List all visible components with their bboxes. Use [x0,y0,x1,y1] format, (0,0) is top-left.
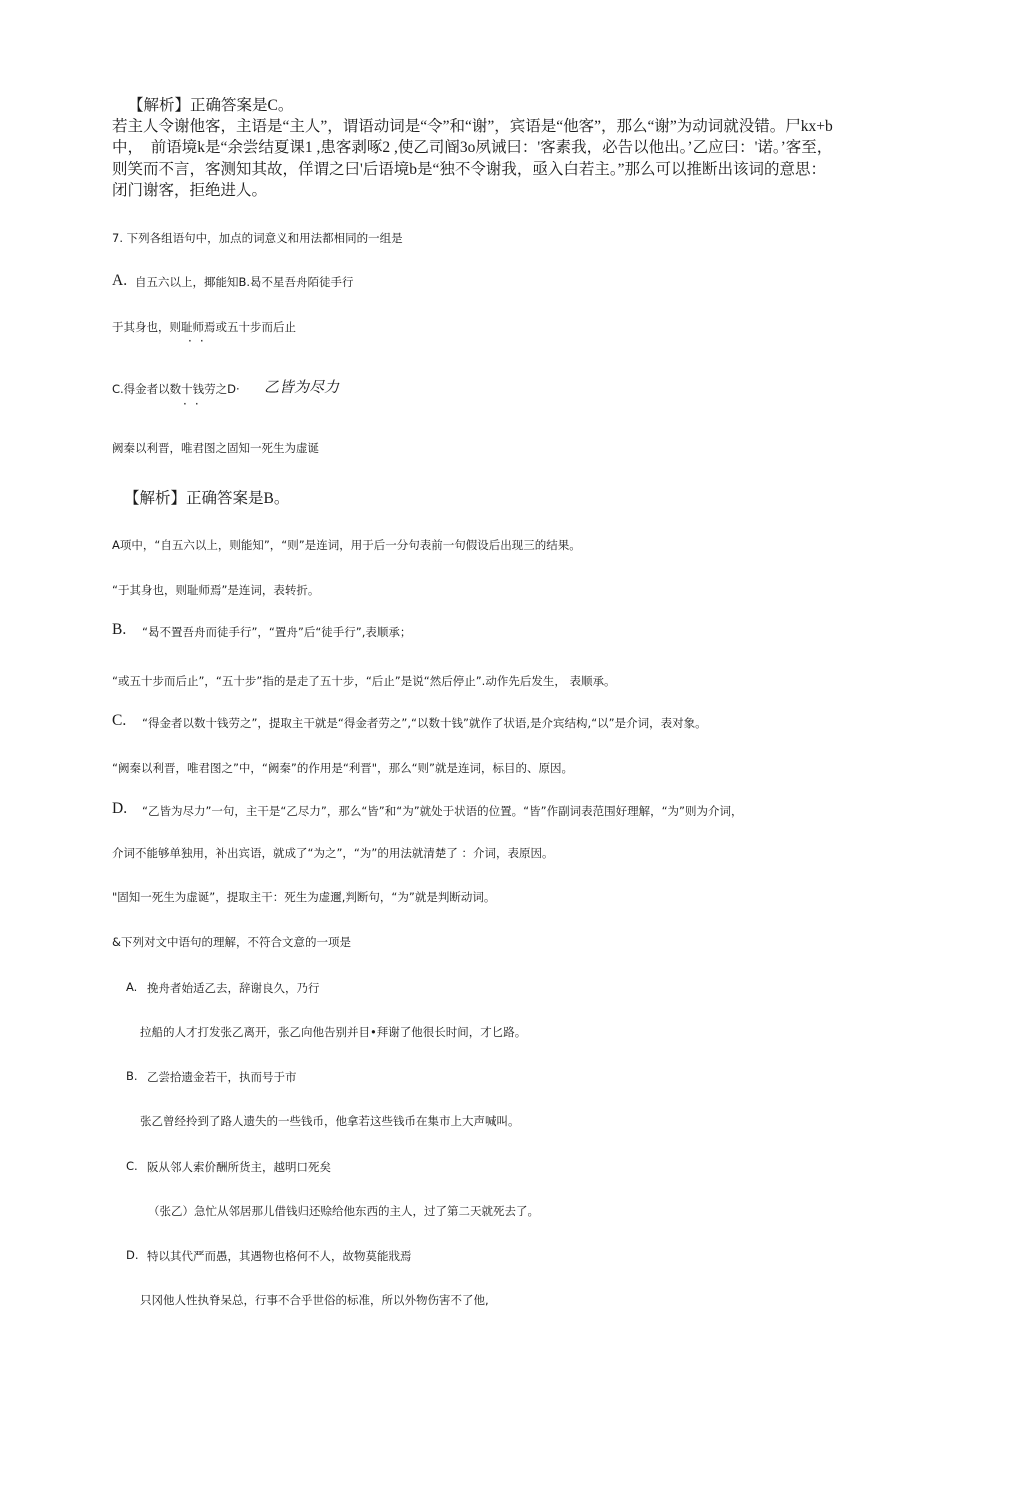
analysis-line: 中， 前语境k是“余尝结夏课1 ,患客剥啄2 ,使乙司阍3o夙诫曰：'客素我，必告以他出。’乙应曰：'诺。’客至， [112,139,833,156]
analysis-paragraph: “阙秦以利晋，唯君图之”中，“阙秦”的作用是“利晋"，那么“则”就是连词，标目的、原因。 [112,761,573,775]
option-text: C.得金者以数十钱劳之D· [112,382,240,396]
option-text: 特以其代严而愚，其遇物也格何不人，故物莫能戕焉 [147,1249,412,1263]
option-explanation: （张乙）急忙从邻居那儿借钱归还赊给他东西的主人，过了第二天就死去了。 [148,1204,539,1218]
question-stem: &下列对文中语句的理解，不符合文意的一项是 [112,935,351,949]
option-label: C. [126,1159,138,1173]
option-explanation: 拉船的人才打发张乙离开，张乙向他告别并目•拜谢了他很长时间，才匕路。 [140,1025,527,1039]
analysis-paragraph: A项中，“自五六以上，则能知”，“则”是连词，用于后一分句表前一句假设后出现三的结果。 [112,538,581,552]
analysis-paragraph: “得金者以数十钱劳之”，提取主干就是“得金者劳之”,“以数十钱”就作了状语,是介宾结构,“以”是介词，表对象。 [142,716,707,730]
analysis-paragraph: “乙皆为尽力”一句，主干是“乙尽力”，那么“皆”和“为”就处于状语的位置。“皆”作副词表范围好理解，“为”则为介词， [142,804,743,818]
option-text: 阙秦以利晋，唯君图之固知一死生为虚诞 [112,441,319,455]
analysis-heading: 【解析】正确答案是B。 [124,490,290,507]
option-label: D. [112,800,128,817]
analysis-paragraph: “或五十步而后止”，“五十步”指的是走了五十步，“后止”是说“然后停止”.动作先后发生， 表顺承。 [112,674,616,688]
analysis-paragraph: “于其身也，则耻师焉”是连词，表转折。 [112,583,320,597]
option-label: D. [126,1248,139,1262]
option-text: 自五六以上，揶能知B.曷不星吾舟陌徒手行 [135,275,354,289]
option-explanation: 张乙曾经拎到了路人遗失的一些钱币，他拿若这些钱币在集市上大声喊叫。 [140,1114,520,1128]
option-text-italic: 乙皆为尽力 [264,378,340,396]
option-label: B. [126,1069,138,1083]
option-text: 阪从邻人索价酬所货主，越明口死矣 [147,1160,331,1174]
emphasis-dots: ·· [183,397,207,411]
emphasis-dots: ·· [188,334,212,348]
option-label: A. [112,272,128,289]
analysis-line: 闭门谢客，拒绝进人。 [112,182,268,199]
analysis-paragraph: "固知一死生为虚诞”，提取主干：死生为虚邇,判断句，“为”就是判断动词。 [112,890,496,904]
analysis-line: 则笑而不言，客测知其故，佯谓之曰'后语境b是“独不令谢我，亟入白若主。”那么可以推断出该词的意思： [112,161,827,178]
question-stem: 7. 下列各组语句中，加点的词意义和用法都相同的一组是 [112,231,403,245]
analysis-line: 若主人令谢他客，主语是“主人”，谓语动词是“令”和“谢”，宾语是“他客”，那么“谢”为动词就没错。尸kx+b [112,118,833,135]
option-label: C. [112,712,127,729]
analysis-paragraph: 介词不能够单独用，补出宾语，就成了“为之”，“为”的用法就清楚了 ：介词，表原因。 [112,846,554,860]
option-label: A. [126,980,138,994]
analysis-paragraph: “曷不置吾舟而徒手行”，“置舟”后“徒手行”,表顺承； [142,625,412,639]
option-text: 于其身也，则耻师焉或五十步而后止 [112,320,296,334]
option-explanation: 只冈他人性执脊呆总，行事不合乎世俗的标准，所以外物伤害不了他, [140,1293,489,1307]
option-label: B. [112,621,127,638]
option-text: 挽舟者始适乙去，辞谢良久，乃行 [147,981,320,995]
option-text: 乙尝拾遗金若干，执而号于市 [147,1070,297,1084]
analysis-heading: 【解析】正确答案是C。 [128,97,294,114]
